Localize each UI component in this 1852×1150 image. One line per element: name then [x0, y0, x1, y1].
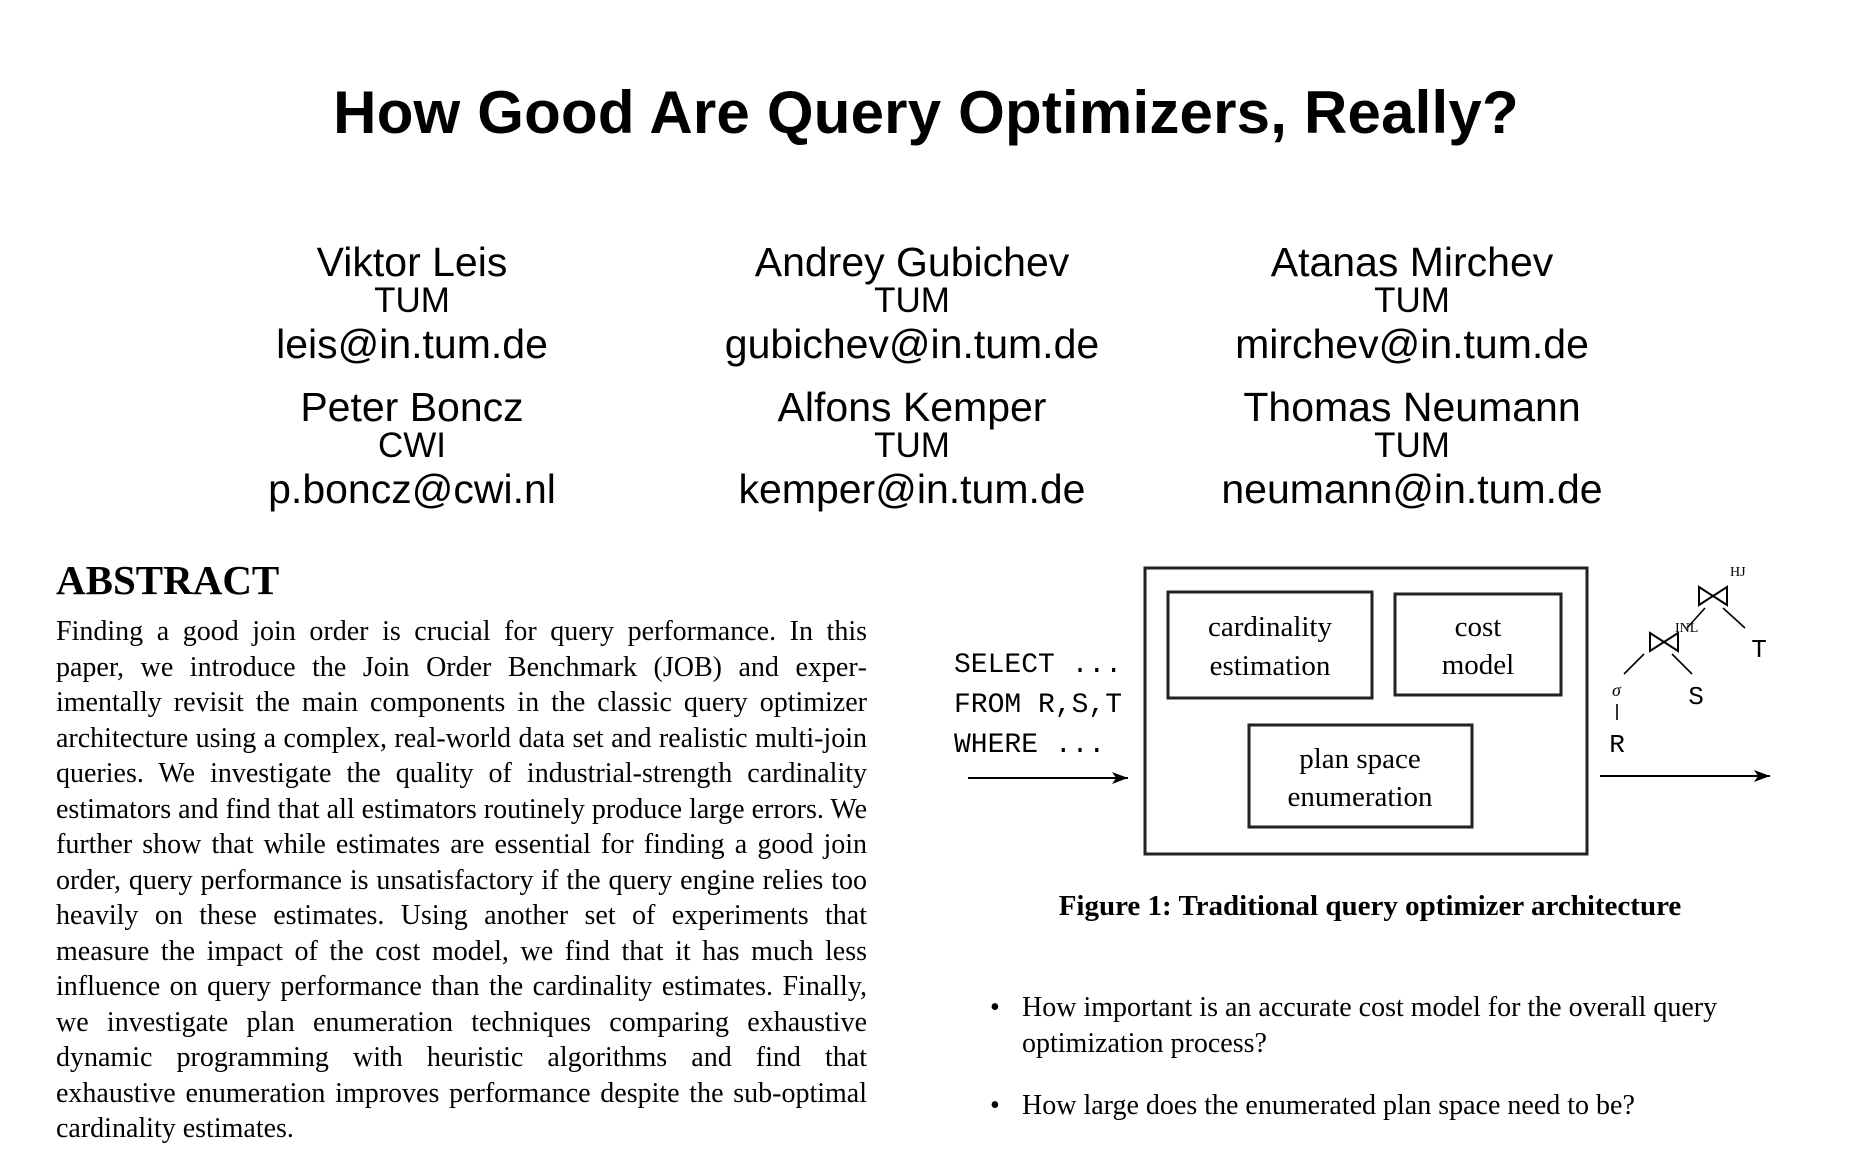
author-affiliation: CWI: [377, 426, 447, 465]
author-affiliation: TUM: [874, 281, 950, 320]
tree-edge: [1723, 608, 1745, 628]
inl-label: INL: [1675, 621, 1699, 636]
relation-s-label: S: [1688, 682, 1704, 712]
question-list: [990, 990, 1790, 1150]
relation-r-label: R: [1609, 730, 1625, 760]
author-name: Alfons Kemper: [777, 384, 1047, 430]
list-item: [990, 1088, 1790, 1124]
author-block: [662, 240, 1162, 368]
author-block: [1162, 240, 1662, 368]
figure-1: [930, 540, 1810, 860]
author-email[interactable]: leis@in.tum.de: [276, 321, 548, 367]
cost-model-label-1: cost: [1454, 611, 1502, 643]
tree-edge: [1672, 654, 1692, 674]
index-nested-loop-join-symbol: [1650, 633, 1678, 651]
sql-line-where: WHERE ...: [954, 730, 1106, 761]
list-item: [990, 990, 1790, 1062]
author-name: Peter Boncz: [300, 384, 524, 430]
author-block: [1162, 385, 1662, 513]
bullet-icon: •: [990, 992, 1000, 1023]
author-affiliation: TUM: [1374, 281, 1450, 320]
sigma-label: σ: [1612, 680, 1621, 700]
cost-model-label-2: model: [1441, 649, 1515, 681]
author-affiliation: TUM: [374, 281, 450, 320]
author-affiliation: TUM: [874, 426, 950, 465]
author-block: [162, 240, 662, 368]
relation-t-label: T: [1751, 635, 1767, 665]
bullet-icon: •: [990, 1090, 1000, 1121]
author-email[interactable]: p.boncz@cwi.nl: [268, 466, 556, 512]
plan-space-label-1: plan space: [1299, 743, 1421, 775]
sql-line-select: SELECT ...: [954, 650, 1123, 681]
cardinality-estimation-label-2: estimation: [1209, 650, 1331, 682]
plan-space-label-2: enumeration: [1287, 781, 1433, 813]
sql-line-from: FROM R,S,T: [954, 690, 1123, 721]
author-affiliation: TUM: [1374, 426, 1450, 465]
figure-caption: Figure 1: Traditional query optimizer architecture: [1058, 890, 1682, 922]
author-name: Atanas Mirchev: [1270, 239, 1554, 285]
architecture-diagram: [930, 540, 1810, 860]
abstract-body: Finding a good join order is crucial for query performance. In this paper, we introduce the Join Order Benchmark (JOB) and experimentally revisit the main components in the classic query optimizer architecture using a complex, real-world data set and realistic multi-join queries. We investigate the quality of industrial-strength cardinality estimators and find that all estimators routinely produce large errors. We further show that while estimates are essential for finding a good join order, query performance is unsatisfactory if the query engine relies too heavily on these estimates. Using another set of experiments that measure the impact of the cost model, we find that it has much less influence on query performance than the cardinality estimates. Finally, we investigate plan enumeration techniques comparing exhaustive dynamic programming with heuristic algorithms and find that exhaustive enumeration improves performance despite the sub-optimal cardinality estimates.: [56, 616, 867, 1144]
author-email[interactable]: gubichev@in.tum.de: [724, 321, 1100, 367]
author-name: Viktor Leis: [316, 239, 508, 285]
author-email[interactable]: mirchev@in.tum.de: [1235, 321, 1589, 367]
join-tree: [1617, 587, 1745, 720]
question-text: How large does the enumerated plan space need to be?: [1022, 1090, 1635, 1121]
abstract-heading: ABSTRACT: [56, 557, 280, 603]
tree-edge: [1624, 654, 1644, 674]
author-block: [662, 385, 1162, 513]
author-email[interactable]: neumann@in.tum.de: [1221, 466, 1603, 512]
author-name: Andrey Gubichev: [754, 239, 1070, 285]
paper-title: How Good Are Query Optimizers, Really?: [333, 79, 1519, 146]
cardinality-estimation-label-1: cardinality: [1207, 611, 1333, 643]
author-block: [162, 385, 662, 513]
hj-label: HJ: [1730, 565, 1746, 580]
cardinality-estimation-box: [1168, 592, 1372, 698]
author-email[interactable]: kemper@in.tum.de: [738, 466, 1086, 512]
author-name: Thomas Neumann: [1243, 384, 1581, 430]
question-text: How important is an accurate cost model for the overall query optimization process?: [1022, 992, 1718, 1059]
hash-join-symbol: [1699, 587, 1727, 605]
